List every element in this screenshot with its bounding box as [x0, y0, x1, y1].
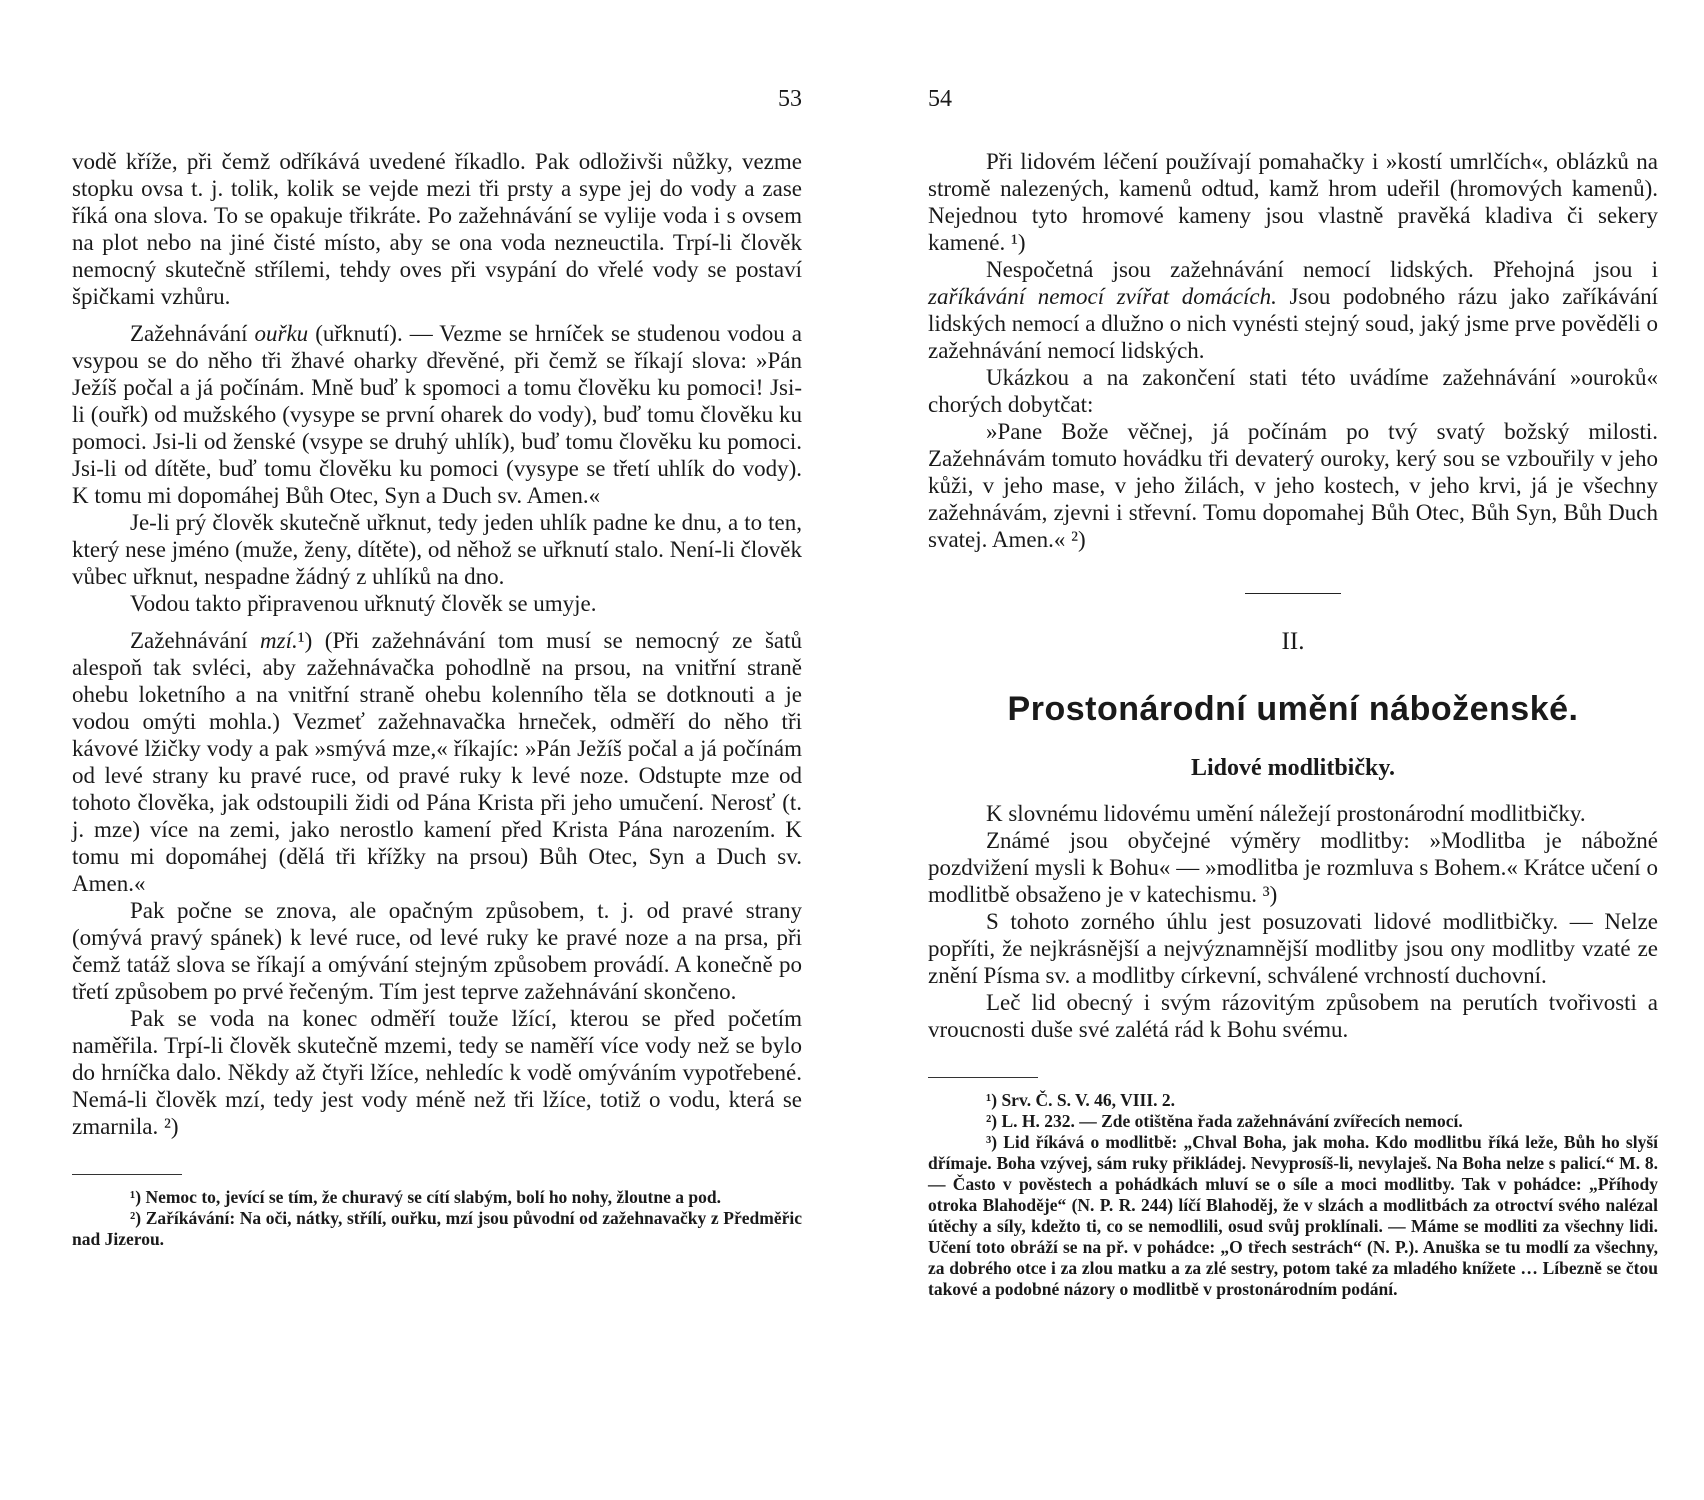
paragraph: Ukázkou a na zakončení stati této uvádíme zažehnávání »ouroků« chorých dobytčat:: [928, 365, 1658, 417]
footnote: ²) Zaříkávání: Na oči, nátky, střílí, ouřku, mzí jsou původní od zažehnavačky z Předměřic nad Jizerou.: [72, 1208, 802, 1249]
footnote: ¹) Srv. Č. S. V. 46, VIII. 2.: [986, 1090, 1176, 1110]
left-page: [72, 0, 802, 1500]
paragraph: [72, 320, 802, 509]
paragraph: vodě kříže, při čemž odříkává uvedené říkadlo. Pak odloživši nůžky, vezme stopku ovsa t. j. tolik, kolik se vejde mezi tři prsty a sype jej do vody a zase říká ona slova. To se opakuje třikráte. Po zažehnávání se vylije voda i s ovsem na plot nebo na jiné čisté místo, aby se ona voda nezneuctila. Trpí-li člověk nemocný skutečně střílemi, tehdy oves při vsypání do vřelé vody se postaví špičkami vzhůru.: [72, 149, 802, 309]
paragraph: »Pane Bože věčnej, já počínám po tvý svatý božský milosti. Zažehnávám tomuto hovádku tři devaterý ouroky, kerý sou se vzbouřily v jeho kůži, v jeho mase, v jeho žilách, v jeho kostech, v jeho krvi, já je všechny zažehnávám, zjevni i střevní. Tomu dopomahej Bůh Otec, Bůh Syn, Bůh Duch svatej. Amen.« ²): [928, 419, 1658, 552]
paragraph-text: ¹) (Při zažehnávání tom musí se nemocný ze šatů alespoň tak svléci, aby zažehnávačka pohodlně na prsou, na vnitřní straně ohebu loketního a na vnitřní straně ohebu kolenního těla se dotknouti a je vodou omýti mohla.) Vezmeť zažehnavačka hrneček, odměří do něho tři kávové lžičky vody a pak »smývá mze,« říkajíc: »Pán Ježíš počal a já počínám od levé strany ku pravé ruce, od pravé ruky k levé noze. Odstupte mze od tohoto člověka, jak odstoupili židi od Pána Krista při jeho umučení. Nerosť (t. j. mze) více na zemi, jako nerostlo kamení před Krista Pána narozením. K tomu mi dopomáhej (dělá tři křížky na prsou) Bůh Otec, Syn a Duch sv. Amen.«: [72, 628, 803, 896]
footnote-divider: [928, 1077, 1038, 1078]
footnote: ²) L. H. 232. — Zde otištěna řada zažehnávání zvířecích nemocí.: [986, 1111, 1463, 1131]
paragraph: Při lidovém léčení používají pomahačky i »kostí umrlčích«, oblázků na stromě nalezených, kamenů odtud, kamž hrom udeřil (hromových kamenů). Nejednou tyto hromové kameny jsou vlastně pravěká kladiva či sekery kamené. ¹): [928, 149, 1658, 255]
paragraph: Známé jsou obyčejné výměry modlitby: »Modlitba je nábožné pozdvižení mysli k Bohu« — »modlitba je rozmluva s Bohem.« Krátce učení o modlitbě obsaženo je v katechismu. ³): [928, 828, 1658, 907]
right-page-body: [928, 148, 1658, 1300]
right-page: [928, 0, 1658, 1500]
paragraph-text: (uřknutí). — Vezme se hrníček se studenou vodou a vsypou se do něho tři žhavé oharky dřevěné, při čemž se říkají slova: »Pán Ježíš počal a já počínám. Mně buď k spomoci a tomu člověku ku pomoci! Jsi-li (ouřk) od mužského (vysype se první oharek do vody), buď tomu člověku ku pomoci. Jsi-li od ženské (vsype se druhý uhlík), buď tomu člověku ku pomoci. Jsi-li od dítěte, buď tomu člověku ku pomoci (vysype se třetí uhlík do vody). K tomu mi dopomáhej Bůh Otec, Syn a Duch sv. Amen.«: [72, 321, 802, 508]
section-title: Prostonárodní umění náboženské.: [1007, 690, 1579, 728]
paragraph: Vodou takto připravenou uřknutý člověk se umyje.: [130, 591, 597, 616]
paragraph: [72, 627, 802, 897]
italic-term: mzí.: [260, 628, 298, 653]
section-separator: [1245, 593, 1341, 594]
paragraph-text: Jsou podobného rázu jako zaříkávání lidských nemocí a dlužno o nich vynésti stejný soud, jaký jsme prve pověděli o zažehnávání nemocí lidských.: [928, 284, 1659, 363]
footnote: ¹) Nemoc to, jevící se tím, že churavý se cítí slabým, bolí ho nohy, žloutne a pod.: [130, 1187, 721, 1207]
paragraph-text: Nespočetná jsou zažehnávání nemocí lidských. Přehojná jsou i: [986, 257, 1658, 282]
paragraph: Leč lid obecný i svým rázovitým způsobem na perutích tvořivosti a vroucnosti duše své zalétá rád k Bohu svému.: [928, 990, 1658, 1042]
left-page-body: [72, 148, 802, 1250]
paragraph: Pak počne se znova, ale opačným způsobem, t. j. od pravé strany (omývá pravý spánek) k levé ruce, od levé ruky ke pravé noze a na prsa, při čemž tatáž slova se říkají a omývání stejným způsobem provádí. A konečně po třetí způsobem po prvé řečeným. Tím jest teprve zažehnávání skončeno.: [72, 898, 802, 1004]
section-number: II.: [1281, 628, 1305, 655]
paragraph: K slovnému lidovému umění náležejí prostonárodní modlitbičky.: [986, 801, 1586, 826]
paragraph-lead: Zažehnávání: [130, 321, 248, 346]
italic-term: ouřku: [254, 321, 309, 346]
subsection-title: Lidové modlitbičky.: [1190, 755, 1396, 781]
page-number: 54: [928, 86, 952, 112]
paragraph-lead: Zažehnávání: [130, 628, 248, 653]
page-number: 53: [778, 86, 802, 112]
paragraph: S tohoto zorného úhlu jest posuzovati lidové modlitbičky. — Nelze popříti, že nejkrásnější a nejvýznamnější modlitby jsou ony modlitby vzaté ze znění Písma sv. a modlitby církevní, schválené vrchností duchovní.: [928, 909, 1658, 988]
italic-term: zaříkávání nemocí zvířat domácích.: [928, 284, 1277, 309]
paragraph: Je-li prý člověk skutečně uřknut, tedy jeden uhlík padne ke dnu, a to ten, který nese jméno (muže, ženy, dítěte), od něhož se uřknutí stalo. Není-li člověk vůbec uřknut, nespadne žádný z uhlíků na dno.: [72, 510, 802, 589]
paragraph: Pak se voda na konec odměří touže lžící, kterou se před početím naměřila. Trpí-li člověk skutečně mzemi, tedy se naměří více vody než se bylo do hrníčka dalo. Někdy až čtyři lžíce, nehledíc k vodě omýváním vypotřebené. Nemá-li člověk mzí, tedy jest vody méně než tři lžíce, totiž o vodu, která se zmarnila. ²): [72, 1006, 802, 1139]
paragraph: [928, 256, 1658, 364]
footnote-divider: [72, 1174, 182, 1175]
footnote: ³) Lid říkává o modlitbě: „Chval Boha, jak moha. Kdo modlitbu říká leže, Bůh ho slyší dřímaje. Boha vzývej, sám ruky přikládej. Nevyprosíš-li, nevylaješ. Na Boha nelze s palicí.“ M. 8. — Často v pověstech a pohádkách mluví se o síle a moci modlitby. Tak v pohádce: „Příhody otroka Blahoděje“ (N. P. R. 244) líčí Blahoděj, že v slzách a modlitbách za otroctví svého nalézal útěchy a síly, kdežto ti, co se nemodlili, osud svůj proklínali. — Máme se modliti za všechny lidi. Učení toto obráží se na př. v pohádce: „O třech sestrách“ (N. P.). Anuška se tu modlí za všechny, za dobrého otce i za zlou matku a za zlé sestry, potom také za mladého knížete … Líbezně se čtou takové a podobné názory o modlitbě v prostonárodním podání.: [928, 1132, 1658, 1299]
